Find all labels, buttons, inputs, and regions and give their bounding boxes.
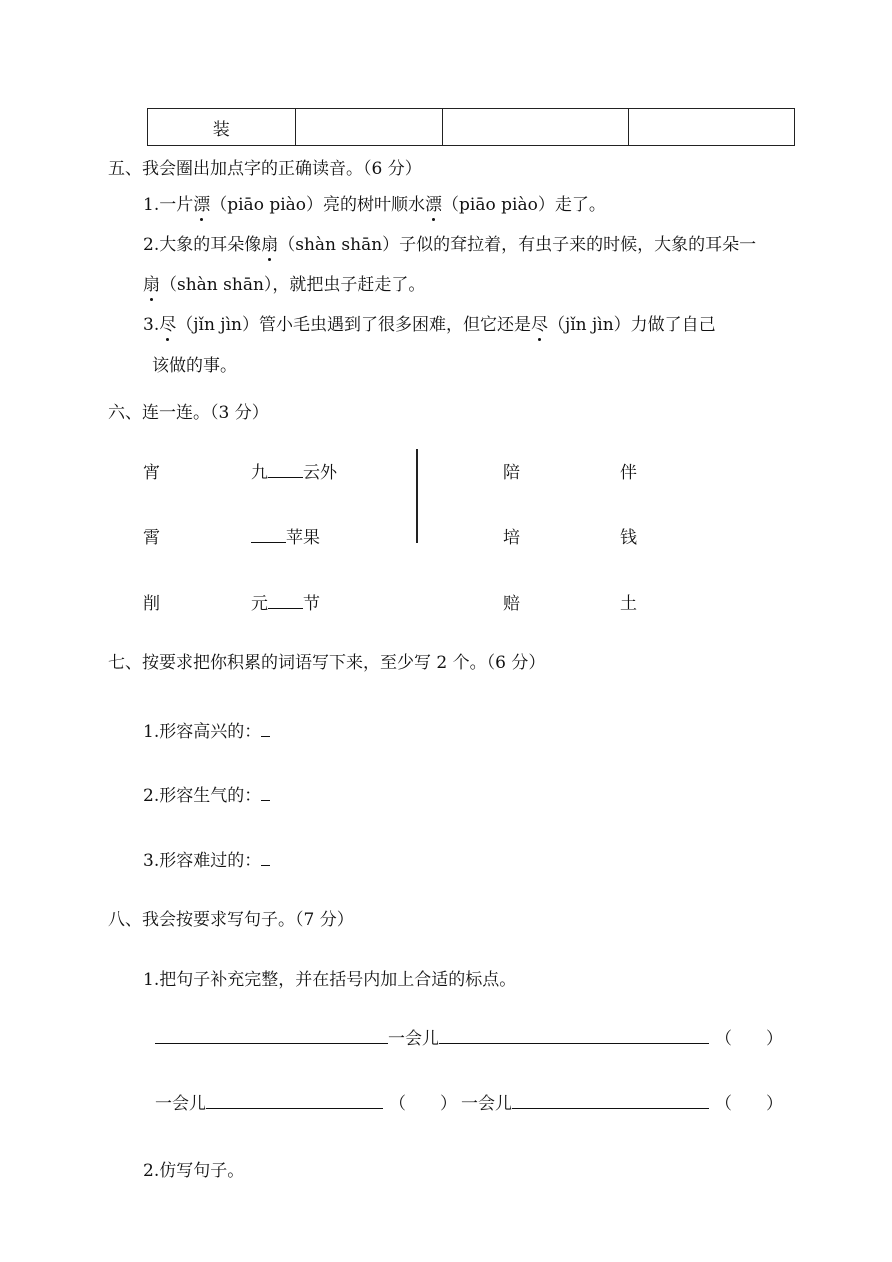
match-mid-item <box>251 589 320 614</box>
dotted-char: 漂 <box>193 190 210 215</box>
match-right-a: 陪 <box>503 463 520 483</box>
punctuation-paren[interactable]: （ ） <box>715 1094 783 1114</box>
fill-blank[interactable] <box>206 1107 383 1109</box>
s7-item <box>143 846 270 871</box>
match-mid-pre: 元 <box>251 594 268 614</box>
match-left-char: 霄 <box>143 528 160 548</box>
s5-question-3-line1 <box>143 310 716 335</box>
s7-item-label: 1.形容高兴的： <box>143 722 262 742</box>
fill-blank[interactable] <box>268 476 303 478</box>
match-mid-post: 节 <box>303 594 320 614</box>
s8-sentence-line-1 <box>155 1024 783 1049</box>
s7-item <box>143 717 270 742</box>
match-right-a: 赔 <box>503 594 520 614</box>
section-6-heading: 六、连一连。（3 分） <box>108 403 269 423</box>
table-cell-empty <box>629 109 794 145</box>
s8-sentence-line-2 <box>155 1089 783 1114</box>
match-mid-item <box>251 523 320 548</box>
fill-blank[interactable] <box>261 799 270 801</box>
match-mid-post: 苹果 <box>286 528 320 548</box>
match-right-b: 伴 <box>620 463 637 483</box>
fill-blank[interactable] <box>261 735 270 737</box>
s5-question-2-line1 <box>143 230 756 255</box>
section-8-heading: 八、我会按要求写句子。（7 分） <box>108 910 354 930</box>
s5-q3-text-c: （jǐn jìn）力做了自己 <box>547 315 716 335</box>
answer-table <box>147 108 795 146</box>
vertical-divider <box>416 449 418 543</box>
dotted-char: 尽 <box>159 310 176 335</box>
table-cell-label <box>148 109 296 145</box>
yihuier-text: 一会儿 <box>388 1029 439 1049</box>
table-cell-text: 装 <box>212 119 230 140</box>
match-left-char: 宵 <box>143 463 160 483</box>
fill-blank[interactable] <box>155 1042 388 1044</box>
match-left-char: 削 <box>143 594 160 614</box>
match-mid-post: 云外 <box>303 463 337 483</box>
s5-question-1 <box>143 190 606 215</box>
punctuation-paren[interactable]: （ ） <box>715 1029 783 1049</box>
fill-blank[interactable] <box>439 1042 709 1044</box>
dotted-char: 扇 <box>261 230 278 255</box>
fill-blank[interactable] <box>268 607 303 609</box>
s5-q2-text-a: 2.大象的耳朵像 <box>143 235 262 255</box>
dotted-char: 漂 <box>425 190 442 215</box>
yihuier-text: 一会儿 <box>155 1094 206 1114</box>
dotted-char: 扇 <box>143 270 160 295</box>
dotted-char: 尽 <box>531 310 548 335</box>
s7-item-label: 3.形容难过的： <box>143 851 262 871</box>
table-cell-empty <box>296 109 444 145</box>
s5-q2-text-b: （shàn shān）子似的耷拉着，有虫子来的时候，大象的耳朵一 <box>278 235 757 255</box>
fill-blank[interactable] <box>512 1107 709 1109</box>
match-right-b: 钱 <box>620 528 637 548</box>
section-5-heading: 五、我会圈出加点字的正确读音。（6 分） <box>108 159 422 179</box>
fill-blank[interactable] <box>251 541 286 543</box>
section-7-heading: 七、按要求把你积累的词语写下来，至少写 2 个。（6 分） <box>108 653 546 673</box>
s7-item-label: 2.形容生气的： <box>143 786 262 806</box>
s5-question-2-line2 <box>143 270 425 295</box>
s5-q2-text-c: （shàn shān），就把虫子赶走了。 <box>160 275 426 295</box>
s5-q3-text-a: 3. <box>143 315 160 335</box>
yihuier-text: 一会儿 <box>461 1094 512 1114</box>
s5-q1-text-c: （piāo piào）走了。 <box>442 195 606 215</box>
s8-question-2: 2.仿写句子。 <box>143 1161 245 1181</box>
s7-item <box>143 781 270 806</box>
fill-blank[interactable] <box>261 864 270 866</box>
match-mid-pre: 九 <box>251 463 268 483</box>
s5-q1-text-a: 1.一片 <box>143 195 194 215</box>
s5-q3-text-b: （jǐn jìn）管小毛虫遇到了很多困难，但它还是 <box>176 315 531 335</box>
punctuation-paren[interactable]: （ ） <box>389 1094 457 1114</box>
s5-q1-text-b: （piāo piào）亮的树叶顺水 <box>210 195 426 215</box>
match-right-b: 土 <box>620 594 637 614</box>
match-mid-item <box>251 458 337 483</box>
s8-question-1: 1.把句子补充完整，并在括号内加上合适的标点。 <box>143 970 517 990</box>
match-right-a: 培 <box>503 528 520 548</box>
table-cell-empty <box>443 109 628 145</box>
s5-question-3-line2: 该做的事。 <box>152 356 237 376</box>
